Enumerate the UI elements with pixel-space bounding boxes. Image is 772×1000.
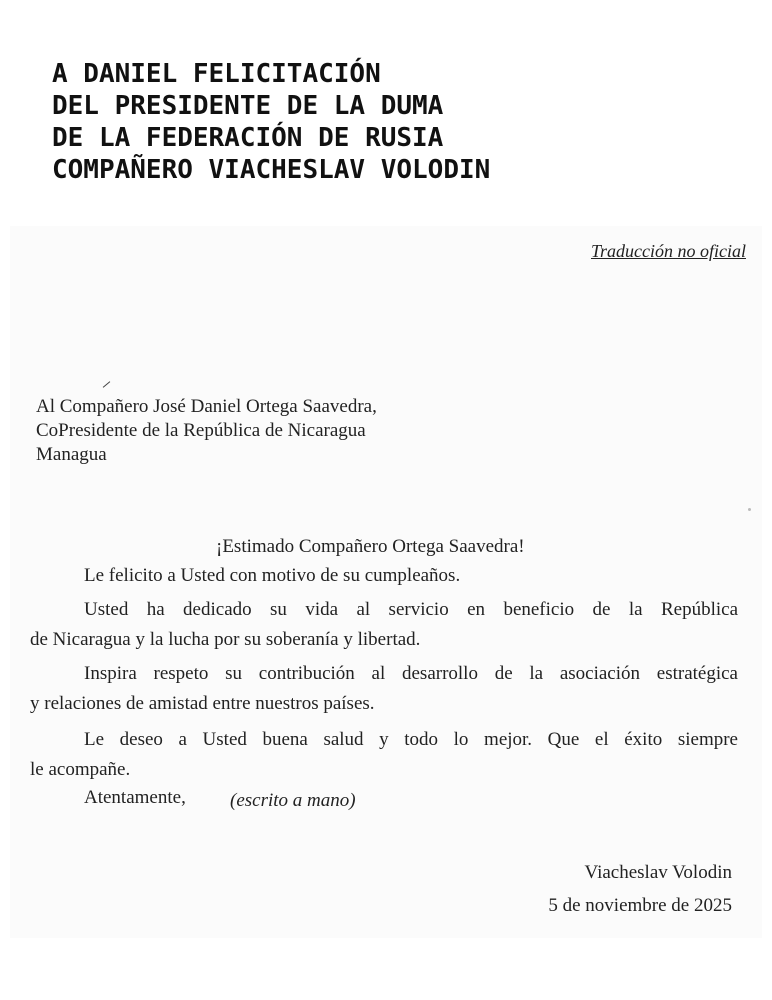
paragraph	[30, 561, 738, 591]
translation-note: Traducción no oficial	[591, 241, 746, 261]
addressee-line: CoPresidente de la República de Nicaragua	[36, 420, 366, 441]
paragraph	[30, 725, 738, 785]
paragraph-line: Inspira respeto su contribución al desarrollo de la asociación estratégica	[84, 663, 738, 684]
scan-speck	[748, 508, 751, 511]
closing: Atentamente,	[84, 787, 186, 808]
salutation: ¡Estimado Compañero Ortega Saavedra!	[216, 536, 525, 557]
paragraph-line: le acompañe.	[30, 759, 131, 780]
paragraph-line: y relaciones de amistad entre nuestros países.	[30, 693, 375, 714]
heading-line: DE LA FEDERACIÓN DE RUSIA	[52, 123, 444, 153]
paragraph	[30, 595, 738, 655]
heading-line: DEL PRESIDENTE DE LA DUMA	[52, 91, 444, 121]
heading-line: A DANIEL FELICITACIÓN	[52, 59, 381, 89]
paragraph-line: Le felicito a Usted con motivo de su cumpleaños.	[84, 565, 461, 586]
signer-name: Viacheslav Volodin	[584, 862, 732, 883]
handwritten-note: (escrito a mano)	[230, 790, 356, 811]
addressee-block	[36, 395, 377, 467]
paragraph-line: Usted ha dedicado su vida al servicio en beneficio de la República	[84, 599, 738, 620]
addressee-line: Al Compañero José Daniel Ortega Saavedra,	[36, 396, 377, 417]
paragraph	[30, 659, 738, 719]
addressee-line: Managua	[36, 444, 107, 465]
paragraph-line: Le deseo a Usted buena salud y todo lo mejor. Que el éxito siempre	[84, 729, 738, 750]
paragraph-line: de Nicaragua y la lucha por su soberanía y libertad.	[30, 629, 421, 650]
heading-line: COMPAÑERO VIACHESLAV VOLODIN	[52, 155, 491, 185]
letter-date: 5 de noviembre de 2025	[548, 895, 732, 916]
document-heading	[52, 58, 752, 186]
